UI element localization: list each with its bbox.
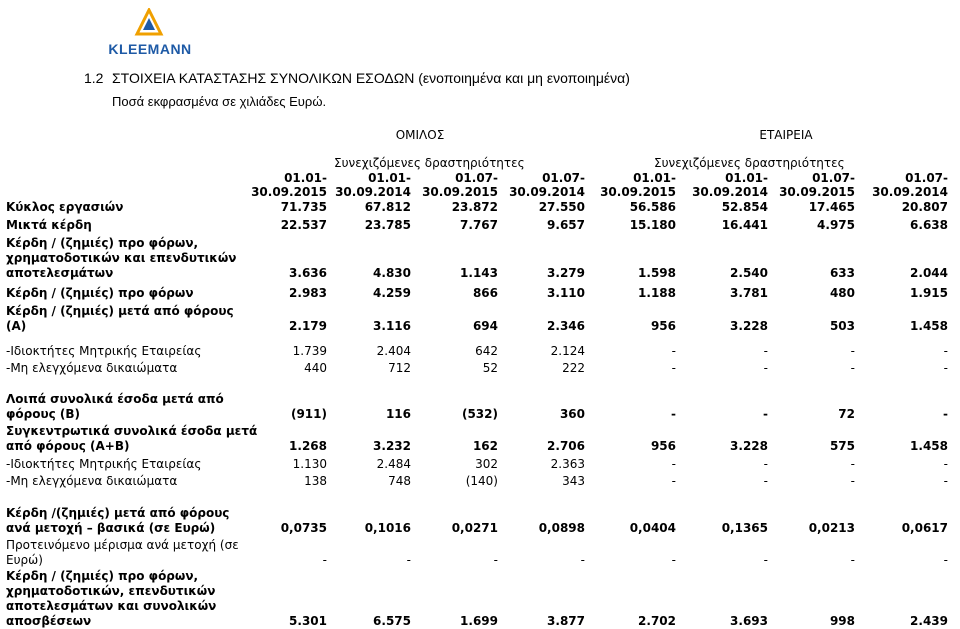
table-cell: - — [671, 407, 676, 421]
table-cell: 1.143 — [460, 266, 498, 280]
table-cell: 2.363 — [550, 457, 585, 471]
period-header: 01.01- 30.09.2014 — [692, 171, 768, 199]
table-cell: (911) — [290, 407, 327, 421]
row-label: Κέρδη / (ζημιές) μετά από φόρους (Α) — [6, 304, 234, 333]
table-cell: - — [943, 457, 948, 471]
continuing-ops-group: Συνεχιζόμενες δραστηριότητες — [334, 156, 525, 170]
row-label: Κέρδη / (ζημιές) προ φόρων, χρηματοδοτικών και επενδυτικών αποτελεσμάτων — [6, 236, 237, 280]
table-cell: - — [850, 344, 855, 358]
table-cell: 1.915 — [910, 286, 948, 300]
table-cell: - — [322, 553, 327, 567]
table-cell: 0,0404 — [629, 521, 676, 535]
table-cell: 52 — [482, 361, 498, 375]
table-cell: - — [671, 474, 676, 488]
table-row — [0, 236, 960, 280]
table-cell: 138 — [304, 474, 327, 488]
table-cell: 7.767 — [460, 218, 498, 232]
table-cell: 6.575 — [373, 614, 411, 628]
table-cell: (140) — [465, 474, 498, 488]
table-row — [0, 304, 960, 333]
section-note: (ενοποιημένα και μη ενοποιημένα) — [418, 70, 630, 86]
table-cell: 22.537 — [280, 218, 327, 232]
table-cell: 503 — [829, 319, 855, 333]
table-cell: - — [943, 553, 948, 567]
table-cell: 575 — [829, 439, 855, 453]
table-cell: - — [763, 361, 768, 375]
table-cell: - — [850, 457, 855, 471]
table-cell: 3.877 — [547, 614, 585, 628]
table-cell: 4.830 — [373, 266, 411, 280]
table-cell: - — [671, 553, 676, 567]
table-cell: 2.404 — [376, 344, 411, 358]
table-cell: - — [406, 553, 411, 567]
table-cell: 998 — [829, 614, 855, 628]
table-cell: 1.458 — [910, 319, 948, 333]
table-cell: 2.124 — [550, 344, 585, 358]
table-row — [0, 361, 960, 377]
table-cell: 3.693 — [730, 614, 768, 628]
table-cell: 23.872 — [451, 200, 498, 214]
row-label: Κέρδη /(ζημιές) μετά από φόρους ανά μετοχή – βασικά (σε Ευρώ) — [6, 506, 230, 535]
table-cell: 2.706 — [547, 439, 585, 453]
table-cell: 3.636 — [289, 266, 327, 280]
table-row — [0, 506, 960, 535]
table-cell: - — [943, 474, 948, 488]
table-cell: 694 — [472, 319, 498, 333]
table-cell: (532) — [461, 407, 498, 421]
table-cell: - — [850, 474, 855, 488]
table-cell: 15.180 — [629, 218, 676, 232]
table-cell: 27.550 — [538, 200, 585, 214]
table-cell: - — [763, 457, 768, 471]
table-cell: - — [671, 361, 676, 375]
kleemann-logo-icon — [134, 8, 164, 38]
table-cell: 0,0271 — [451, 521, 498, 535]
table-cell: 1.130 — [292, 457, 327, 471]
row-label: Κέρδη / (ζημιές) προ φόρων — [6, 286, 194, 300]
table-cell: 343 — [562, 474, 585, 488]
table-cell: 2.702 — [638, 614, 676, 628]
row-label: Μικτά κέρδη — [6, 218, 92, 232]
table-cell: 72 — [838, 407, 855, 421]
section-heading — [84, 70, 630, 86]
table-cell: 866 — [472, 286, 498, 300]
table-cell: 67.812 — [364, 200, 411, 214]
table-cell: - — [671, 457, 676, 471]
table-cell: 712 — [388, 361, 411, 375]
table-cell: - — [763, 474, 768, 488]
period-header: 01.01- 30.09.2014 — [335, 171, 411, 199]
table-row — [0, 569, 960, 628]
row-label: -Ιδιοκτήτες Μητρικής Εταιρείας — [6, 457, 202, 471]
table-cell: 2.484 — [376, 457, 411, 471]
table-row — [0, 392, 960, 421]
table-cell: 1.699 — [460, 614, 498, 628]
table-cell: 9.657 — [547, 218, 585, 232]
table-cell: - — [943, 407, 948, 421]
logo-wordmark: KLEEMANN — [108, 41, 192, 57]
table-cell: 748 — [388, 474, 411, 488]
table-cell: - — [763, 407, 768, 421]
table-cell: 2.983 — [289, 286, 327, 300]
row-label: Προτεινόμενο μέρισμα ανά μετοχή (σε Ευρώ) — [6, 538, 239, 567]
table-cell: 17.465 — [808, 200, 855, 214]
table-cell: 2.540 — [730, 266, 768, 280]
table-cell: 440 — [304, 361, 327, 375]
group-header-omilos: ΟΜΙΛΟΣ — [395, 128, 445, 142]
table-row — [0, 474, 960, 490]
table-cell: - — [763, 344, 768, 358]
table-cell: 1.598 — [638, 266, 676, 280]
table-cell: 3.228 — [730, 319, 768, 333]
table-cell: 52.854 — [721, 200, 768, 214]
table-cell: 3.110 — [547, 286, 585, 300]
period-header: 01.01- 30.09.2015 — [600, 171, 676, 199]
table-cell: 0,0735 — [280, 521, 327, 535]
period-header: 01.07- 30.09.2014 — [872, 171, 948, 199]
table-cell: - — [850, 361, 855, 375]
group-header-etaireia: ΕΤΑΙΡΕΙΑ — [759, 128, 813, 142]
continuing-ops-company: Συνεχιζόμενες δραστηριότητες — [654, 156, 845, 170]
section-subtitle: Ποσά εκφρασμένα σε χιλιάδες Ευρώ. — [112, 94, 327, 109]
table-cell: - — [671, 344, 676, 358]
table-cell: 2.179 — [289, 319, 327, 333]
table-cell: 6.638 — [910, 218, 948, 232]
table-cell: - — [850, 553, 855, 567]
table-cell: 1.739 — [292, 344, 327, 358]
row-label: Κέρδη / (ζημιές) προ φόρων, χρηματοδοτικών, επενδυτικών αποτελεσμάτων και συνολικών αποσβέσεων — [6, 569, 217, 628]
table-cell: 0,1365 — [721, 521, 768, 535]
table-cell: - — [493, 553, 498, 567]
table-row — [0, 538, 960, 567]
table-cell: - — [943, 361, 948, 375]
row-label: -Ιδιοκτήτες Μητρικής Εταιρείας — [6, 344, 202, 358]
table-cell: 480 — [829, 286, 855, 300]
period-header: 01.07- 30.09.2015 — [422, 171, 498, 199]
table-cell: 3.781 — [730, 286, 768, 300]
table-cell: 956 — [650, 319, 676, 333]
table-cell: 56.586 — [629, 200, 676, 214]
table-cell: 116 — [385, 407, 411, 421]
table-cell: 3.228 — [730, 439, 768, 453]
row-label: -Μη ελεγχόμενα δικαιώματα — [6, 361, 178, 375]
section-number: 1.2 — [84, 70, 104, 86]
table-cell: 222 — [562, 361, 585, 375]
table-cell: 20.807 — [901, 200, 948, 214]
table-cell: 2.439 — [910, 614, 948, 628]
table-cell: 642 — [475, 344, 498, 358]
table-cell: - — [763, 553, 768, 567]
table-cell: 0,0898 — [538, 521, 585, 535]
table-row — [0, 344, 960, 360]
table-cell: - — [580, 553, 585, 567]
table-row — [0, 286, 960, 302]
table-cell: 1.268 — [289, 439, 327, 453]
table-row — [0, 200, 960, 216]
period-header: 01.01- 30.09.2015 — [251, 171, 327, 199]
section-title: ΣΤΟΙΧΕΙΑ ΚΑΤΑΣΤΑΣΗΣ ΣΥΝΟΛΙΚΩΝ ΕΣΟΔΩΝ — [112, 70, 415, 86]
table-row — [0, 424, 960, 453]
table-row — [0, 457, 960, 473]
table-cell: 2.044 — [910, 266, 948, 280]
table-cell: 360 — [559, 407, 585, 421]
table-cell: 0,0213 — [808, 521, 855, 535]
table-cell: - — [943, 344, 948, 358]
table-cell: 16.441 — [721, 218, 768, 232]
row-label: Συγκεντρωτικά συνολικά έσοδα μετά από φόρους (Α+Β) — [6, 424, 258, 453]
table-cell: 2.346 — [547, 319, 585, 333]
table-row — [0, 218, 960, 234]
table-cell: 633 — [829, 266, 855, 280]
table-cell: 3.279 — [547, 266, 585, 280]
row-label: -Μη ελεγχόμενα δικαιώματα — [6, 474, 178, 488]
period-header: 01.07- 30.09.2014 — [509, 171, 585, 199]
row-label: Λοιπά συνολικά έσοδα μετά από φόρους (Β) — [6, 392, 224, 421]
table-cell: 71.735 — [280, 200, 327, 214]
table-cell: 23.785 — [364, 218, 411, 232]
period-header: 01.07- 30.09.2015 — [779, 171, 855, 199]
row-label: Κύκλος εργασιών — [6, 200, 124, 214]
table-cell: 0,1016 — [364, 521, 411, 535]
table-cell: 5.301 — [289, 614, 327, 628]
table-cell: 956 — [650, 439, 676, 453]
table-cell: 3.232 — [373, 439, 411, 453]
table-cell: 302 — [475, 457, 498, 471]
table-cell: 4.975 — [817, 218, 855, 232]
table-cell: 3.116 — [373, 319, 411, 333]
table-cell: 1.458 — [910, 439, 948, 453]
table-cell: 4.259 — [373, 286, 411, 300]
company-logo — [100, 8, 200, 58]
table-cell: 162 — [472, 439, 498, 453]
table-cell: 0,0617 — [901, 521, 948, 535]
table-cell: 1.188 — [638, 286, 676, 300]
